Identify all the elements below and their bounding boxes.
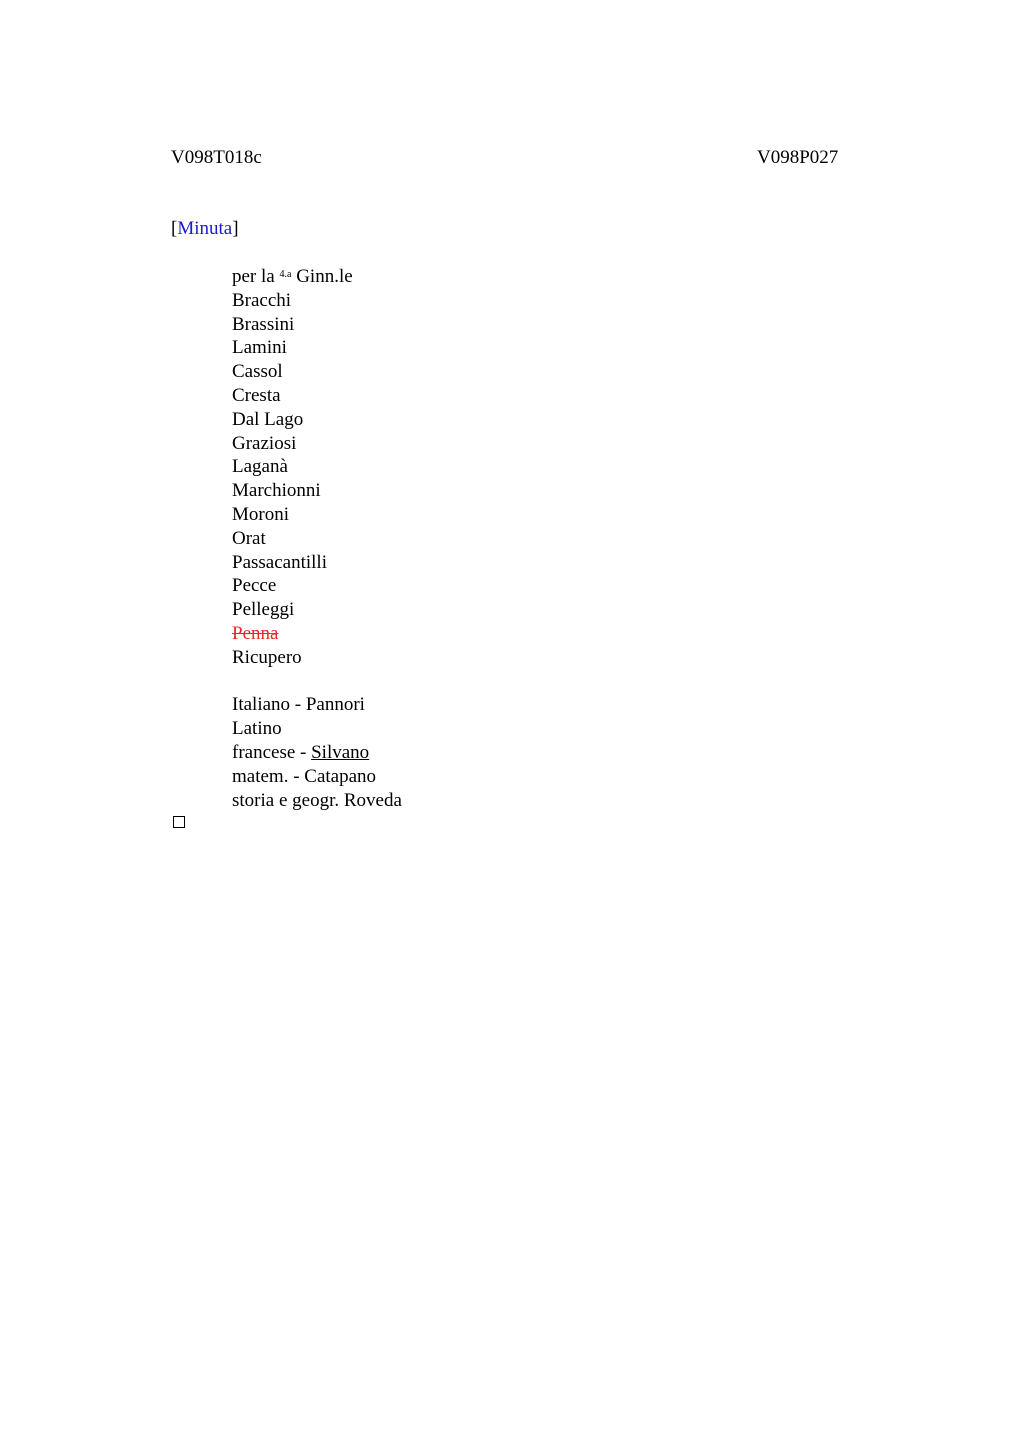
subject-storia: storia e geogr. Roveda [232, 789, 402, 811]
struck-student-text: Penna [232, 622, 279, 644]
student-name: Laganà [232, 456, 288, 478]
student-name: Marchionni [232, 480, 321, 502]
student-name: Pecce [232, 575, 277, 597]
student-name: Moroni [232, 503, 289, 525]
subject-matem: matem. - Catapano [232, 765, 377, 787]
class-line-suffix: Ginn.le [291, 266, 353, 287]
spacer [232, 670, 402, 694]
student-name: Pelleggi [232, 599, 295, 621]
subject-francese [232, 741, 402, 765]
student-name: Lamini [232, 337, 287, 359]
class-line-prefix: per la [232, 266, 280, 287]
student-name: Ricupero [232, 646, 302, 668]
class-line [232, 265, 402, 289]
document-id: V098T018c [171, 147, 262, 168]
class-line-sup: 4.a [279, 269, 292, 280]
student-name: Bracchi [232, 289, 292, 311]
subject-francese-prefix: francese - [232, 741, 312, 763]
student-name: Brassini [232, 313, 295, 335]
tag-open-bracket: [ [171, 218, 178, 239]
minuta-label: Minuta [177, 218, 233, 239]
struck-student-name [232, 622, 402, 646]
square-marker-icon [173, 816, 185, 828]
student-name: Orat [232, 527, 266, 549]
document-body [232, 265, 402, 812]
subject-francese-teacher: Silvano [311, 741, 370, 763]
page-id: V098P027 [757, 147, 839, 168]
student-name: Passacantilli [232, 551, 327, 573]
subject-italiano: Italiano - Pannori [232, 694, 365, 716]
minuta-tag [171, 217, 239, 241]
subject-latino: Latino [232, 718, 282, 740]
student-name: Dal Lago [232, 408, 304, 430]
student-name: Graziosi [232, 432, 297, 454]
tag-close-bracket: ] [232, 218, 239, 239]
student-name: Cresta [232, 384, 281, 406]
student-name: Cassol [232, 361, 283, 383]
